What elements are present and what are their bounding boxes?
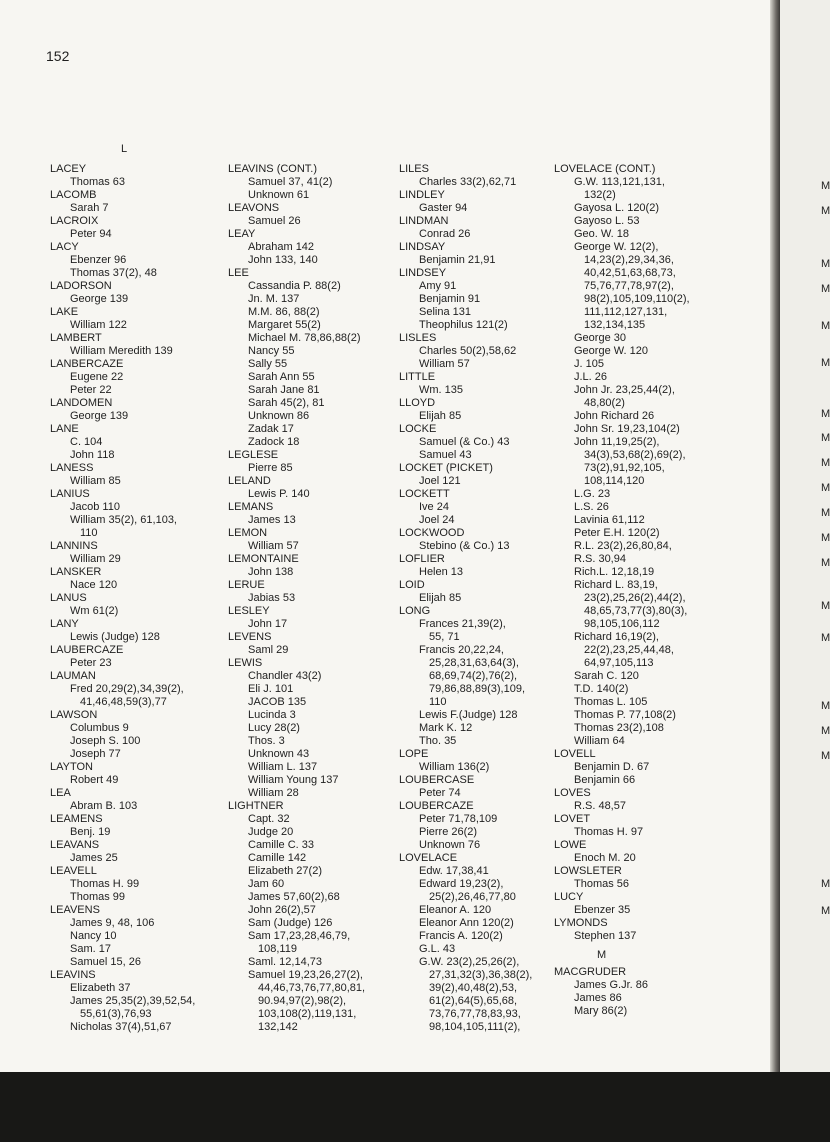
facing-page-letter: M [821, 507, 830, 519]
index-surname: LOPE [399, 748, 429, 760]
index-entry: John 11,19,25(2), [574, 436, 660, 448]
index-entry: Sarah 7 [70, 202, 109, 214]
index-entry: R.S. 48,57 [574, 800, 626, 812]
index-entry: Samuel 43 [419, 449, 472, 461]
index-column-2 [228, 163, 398, 1034]
index-surname: LACOMB [50, 189, 97, 201]
index-entry: Sam. 17 [70, 943, 111, 955]
index-entry: Geo. W. 18 [574, 228, 630, 240]
index-entry: C. 104 [70, 436, 103, 448]
index-surname: LEAVONS [228, 202, 280, 214]
index-surname: MACGRUDER [554, 966, 627, 978]
index-entry: John 138 [248, 566, 294, 578]
index-entry: Thomas P. 77,108(2) [574, 709, 676, 721]
index-entry-continuation: 55,61(3),76,93 [80, 1008, 152, 1020]
index-entry: James 25,35(2),39,52,54, [70, 995, 196, 1007]
index-entry: Mary 86(2) [574, 1005, 628, 1017]
index-entry: James 86 [574, 992, 622, 1004]
index-entry: Samuel (& Co.) 43 [419, 436, 510, 448]
index-entry: G.L. 43 [419, 943, 456, 955]
index-entry: Gayoso L. 53 [574, 215, 640, 227]
index-entry: Ive 24 [419, 501, 449, 513]
index-entry: Samuel 19,23,26,27(2), [248, 969, 363, 981]
index-entry: William 122 [70, 319, 127, 331]
index-entry: William 28 [248, 787, 299, 799]
index-entry: Lewis P. 140 [248, 488, 310, 500]
index-entry: Peter 74 [419, 787, 461, 799]
index-surname: LEAMENS [50, 813, 103, 825]
index-entry: Peter 94 [70, 228, 112, 240]
facing-page-letter: M [821, 205, 830, 217]
facing-page-letter: M [821, 557, 830, 569]
facing-page-letter: M [821, 725, 830, 737]
index-entry: Thomas H. 97 [574, 826, 644, 838]
index-entry: Samuel 37, 41(2) [248, 176, 333, 188]
index-entry: Jabias 53 [248, 592, 296, 604]
index-entry-continuation: 55, 71 [429, 631, 460, 643]
index-entry: James 57,60(2),68 [248, 891, 340, 903]
facing-page-letter: M [821, 180, 830, 192]
index-entry: Nicholas 37(4),51,67 [70, 1021, 172, 1033]
index-entry: Lewis (Judge) 128 [70, 631, 160, 643]
index-entry: Jam 60 [248, 878, 285, 890]
index-entry: Sarah Jane 81 [248, 384, 320, 396]
index-entry: Francis 20,22,24, [419, 644, 504, 656]
index-entry: Jn. M. 137 [248, 293, 300, 305]
index-entry: John 133, 140 [248, 254, 318, 266]
index-entry: Peter E.H. 120(2) [574, 527, 660, 539]
index-entry-continuation: 68,69,74(2),76(2), [429, 670, 518, 682]
index-entry: JACOB 135 [248, 696, 307, 708]
index-entry: Robert 49 [70, 774, 119, 786]
facing-page-letter: M [821, 600, 830, 612]
facing-page-letter: M [821, 283, 830, 295]
index-surname: LOCKETT [399, 488, 450, 500]
index-entry: Benjamin D. 67 [574, 761, 650, 773]
index-entry-continuation: 25,28,31,63,64(3), [429, 657, 519, 669]
index-entry: Charles 33(2),62,71 [419, 176, 517, 188]
facing-page-letter: M [821, 320, 830, 332]
index-surname: LEAVINS (CONT.) [228, 163, 318, 175]
index-entry: Pierre 26(2) [419, 826, 478, 838]
index-surname: LOCKE [399, 423, 437, 435]
index-entry-continuation: 14,23(2),29,34,36, [584, 254, 674, 266]
index-surname: LOVELACE (CONT.) [554, 163, 656, 175]
index-entry-continuation: 98,105,106,112 [584, 618, 660, 630]
index-entry: G.W. 23(2),25,26(2), [419, 956, 520, 968]
index-entry: Eli J. 101 [248, 683, 294, 695]
index-entry: John Richard 26 [574, 410, 655, 422]
index-surname: LEA [50, 787, 71, 799]
index-entry: Margaret 55(2) [248, 319, 321, 331]
index-entry-continuation: 44,46,73,76,77,80,81, [258, 982, 366, 994]
index-entry: Lucy 28(2) [248, 722, 300, 734]
index-entry-continuation: 40,42,51,63,68,73, [584, 267, 676, 279]
index-entry-continuation: 48,80(2) [584, 397, 625, 409]
index-surname: LANE [50, 423, 79, 435]
facing-page-letter: M [821, 357, 830, 369]
index-entry: Thomas 23(2),108 [574, 722, 664, 734]
index-entry: Saml 29 [248, 644, 289, 656]
facing-page-letter: M [821, 432, 830, 444]
index-entry-continuation: 22(2),23,25,44,48, [584, 644, 674, 656]
index-entry: William 29 [70, 553, 121, 565]
facing-page-letter: M [821, 482, 830, 494]
index-surname: LOWE [554, 839, 587, 851]
index-entry-continuation: 41,46,48,59(3),77 [80, 696, 167, 708]
index-entry: James 25 [70, 852, 118, 864]
index-entry: George W. 120 [574, 345, 648, 357]
index-entry: Unknown 76 [419, 839, 481, 851]
index-entry: Charles 50(2),58,62 [419, 345, 517, 357]
index-surname: LOVELL [554, 748, 596, 760]
index-entry: Camille 142 [248, 852, 307, 864]
index-entry: Selina 131 [419, 306, 471, 318]
index-entry: Abraham 142 [248, 241, 315, 253]
index-entry-continuation: 73(2),91,92,105, [584, 462, 665, 474]
index-entry: Peter 71,78,109 [419, 813, 498, 825]
index-entry-continuation: 39(2),40,48(2),53, [429, 982, 518, 994]
index-entry: Richard 16,19(2), [574, 631, 659, 643]
index-entry: Edward 19,23(2), [419, 878, 504, 890]
index-entry: Jacob 110 [70, 501, 120, 513]
index-surname: LINDMAN [399, 215, 449, 227]
index-entry-continuation: 34(3),53,68(2),69(2), [584, 449, 686, 461]
index-entry: Benjamin 91 [419, 293, 481, 305]
index-entry: J. 105 [574, 358, 604, 370]
index-entry: William 136(2) [419, 761, 490, 773]
index-entry: Ebenzer 35 [574, 904, 631, 916]
index-surname: LILES [399, 163, 429, 175]
index-surname: LINDSAY [399, 241, 446, 253]
index-entry: Michael M. 78,86,88(2) [248, 332, 361, 344]
index-entry-continuation: 110 [80, 527, 98, 539]
index-entry: Nancy 55 [248, 345, 295, 357]
facing-page-letter: M [821, 632, 830, 644]
index-surname: LADORSON [50, 280, 112, 292]
index-entry-continuation: 98,104,105,111(2), [429, 1021, 521, 1033]
index-entry: Zadock 18 [248, 436, 300, 448]
index-surname: LOUBERCASE [399, 774, 475, 786]
index-entry: Unknown 61 [248, 189, 310, 201]
index-entry: Thomas 37(2), 48 [70, 267, 157, 279]
index-entry: Mark K. 12 [419, 722, 473, 734]
facing-page-letter: M [821, 905, 830, 917]
index-surname: LEMON [228, 527, 268, 539]
index-entry: George 139 [70, 293, 129, 305]
index-entry: Capt. 32 [248, 813, 290, 825]
index-entry: Theophilus 121(2) [419, 319, 508, 331]
index-entry: William Meredith 139 [70, 345, 173, 357]
index-entry: Tho. 35 [419, 735, 457, 747]
index-entry: Judge 20 [248, 826, 294, 838]
index-entry: Chandler 43(2) [248, 670, 322, 682]
index-entry: Peter 22 [70, 384, 112, 396]
index-entry: Gayosa L. 120(2) [574, 202, 659, 214]
scan-bottom-border [0, 1072, 830, 1142]
index-entry: James G.Jr. 86 [574, 979, 648, 991]
index-surname: LAWSON [50, 709, 98, 721]
index-surname: LANUS [50, 592, 87, 604]
index-surname: LANDOMEN [50, 397, 113, 409]
facing-page-letter: M [821, 457, 830, 469]
index-entry: Abram B. 103 [70, 800, 138, 812]
index-entry-continuation: 73,76,77,78,83,93, [429, 1008, 521, 1020]
index-entry: William 35(2), 61,103, [70, 514, 177, 526]
index-entry: James 9, 48, 106 [70, 917, 155, 929]
index-entry: Enoch M. 20 [574, 852, 636, 864]
index-entry: T.D. 140(2) [574, 683, 629, 695]
index-entry: Rich.L. 12,18,19 [574, 566, 655, 578]
index-entry: Joel 24 [419, 514, 455, 526]
index-surname: LUCY [554, 891, 584, 903]
index-entry: Sam (Judge) 126 [248, 917, 333, 929]
index-entry: Eleanor A. 120 [419, 904, 492, 916]
index-entry: Ebenzer 96 [70, 254, 127, 266]
index-entry: Samuel 15, 26 [70, 956, 141, 968]
index-entry-continuation: 110 [429, 696, 447, 708]
index-entry: Stephen 137 [574, 930, 637, 942]
index-entry: William 85 [70, 475, 121, 487]
index-entry: William 57 [419, 358, 470, 370]
index-surname: LOVET [554, 813, 591, 825]
index-entry: Francis A. 120(2) [419, 930, 503, 942]
index-surname: LELAND [228, 475, 271, 487]
index-entry: James 13 [248, 514, 296, 526]
index-entry: R.S. 30,94 [574, 553, 626, 565]
index-entry: Benjamin 21,91 [419, 254, 496, 266]
index-surname: LISLES [399, 332, 437, 344]
index-column-4 [554, 163, 724, 1018]
index-entry-continuation: 132(2) [584, 189, 616, 201]
index-entry: Wm 61(2) [70, 605, 119, 617]
index-surname: LACY [50, 241, 79, 253]
index-entry-continuation: 23(2),25,26(2),44(2), [584, 592, 686, 604]
index-entry: Thomas H. 99 [70, 878, 140, 890]
index-entry: Elijah 85 [419, 592, 462, 604]
index-entry: Thomas 63 [70, 176, 126, 188]
index-entry: George 30 [574, 332, 626, 344]
index-entry-continuation: 103,108(2),119,131, [258, 1008, 357, 1020]
index-entry: Zadak 17 [248, 423, 294, 435]
index-surname: LOCKWOOD [399, 527, 465, 539]
index-entry: J.L. 26 [574, 371, 608, 383]
index-surname: LAUBERCAZE [50, 644, 124, 656]
index-entry: Fred 20,29(2),34,39(2), [70, 683, 184, 695]
index-entry: Elizabeth 37 [70, 982, 131, 994]
index-surname: LEVENS [228, 631, 272, 643]
section-letter-heading-m: M [597, 949, 607, 961]
index-entry: Conrad 26 [419, 228, 471, 240]
index-surname: LANNINS [50, 540, 98, 552]
index-surname: LANIUS [50, 488, 90, 500]
index-entry: William L. 137 [248, 761, 318, 773]
index-surname: LERUE [228, 579, 265, 591]
index-entry-continuation: 132,142 [258, 1021, 298, 1033]
index-surname: LEGLESE [228, 449, 279, 461]
index-entry: Saml. 12,14,73 [248, 956, 322, 968]
index-entry: Cassandia P. 88(2) [248, 280, 341, 292]
index-surname: LIGHTNER [228, 800, 284, 812]
index-entry: Nace 120 [70, 579, 118, 591]
index-entry: Sally 55 [248, 358, 288, 370]
index-entry: Peter 23 [70, 657, 112, 669]
index-surname: LOVELACE [399, 852, 458, 864]
index-surname: LAMBERT [50, 332, 102, 344]
index-surname: LYMONDS [554, 917, 608, 929]
index-surname: LITTLE [399, 371, 436, 383]
index-entry-continuation: 108,114,120 [584, 475, 645, 487]
index-entry: Benj. 19 [70, 826, 111, 838]
index-entry: Camille C. 33 [248, 839, 315, 851]
index-entry: Samuel 26 [248, 215, 301, 227]
index-surname: LOID [399, 579, 425, 591]
index-entry: John Jr. 23,25,44(2), [574, 384, 675, 396]
facing-page-letter: M [821, 878, 830, 890]
index-entry: Thomas L. 105 [574, 696, 648, 708]
index-surname: LANBERCAZE [50, 358, 124, 370]
index-entry: Sarah 45(2), 81 [248, 397, 325, 409]
index-entry: George 139 [70, 410, 129, 422]
index-entry: Nancy 10 [70, 930, 117, 942]
index-entry: Edw. 17,38,41 [419, 865, 489, 877]
index-surname: LEMONTAINE [228, 553, 299, 565]
index-entry: Joel 121 [419, 475, 461, 487]
index-entry: L.S. 26 [574, 501, 609, 513]
index-entry: Eleanor Ann 120(2) [419, 917, 514, 929]
index-entry: M.M. 86, 88(2) [248, 306, 320, 318]
index-entry: Helen 13 [419, 566, 464, 578]
index-entry-continuation: 27,31,32(3),36,38(2), [429, 969, 533, 981]
index-surname: LONG [399, 605, 431, 617]
index-surname: LESLEY [228, 605, 270, 617]
index-entry: William Young 137 [248, 774, 339, 786]
index-entry-continuation: 111,112,127,131, [584, 306, 668, 318]
index-entry-continuation: 64,97,105,113 [584, 657, 654, 669]
index-surname: LOVES [554, 787, 591, 799]
index-entry: Eugene 22 [70, 371, 124, 383]
index-entry: L.G. 23 [574, 488, 611, 500]
index-entry-continuation: 90.94,97(2),98(2), [258, 995, 347, 1007]
index-surname: LEMANS [228, 501, 274, 513]
index-surname: LACROIX [50, 215, 99, 227]
index-entry: Benjamin 66 [574, 774, 636, 786]
index-surname: LEE [228, 267, 249, 279]
index-surname: LEAVENS [50, 904, 100, 916]
index-entry: Pierre 85 [248, 462, 293, 474]
book-gutter [770, 0, 780, 1072]
index-surname: LAYTON [50, 761, 93, 773]
index-entry: Thos. 3 [248, 735, 285, 747]
index-surname: LOUBERCAZE [399, 800, 474, 812]
index-surname: LINDSEY [399, 267, 447, 279]
index-entry: John Sr. 19,23,104(2) [574, 423, 680, 435]
index-entry: R.L. 23(2),26,80,84, [574, 540, 672, 552]
index-entry: Lewis F.(Judge) 128 [419, 709, 518, 721]
index-entry-continuation: 48,65,73,77(3),80(3), [584, 605, 688, 617]
index-surname: LAKE [50, 306, 79, 318]
index-entry: Sarah C. 120 [574, 670, 639, 682]
facing-page-letter: M [821, 750, 830, 762]
index-entry: Columbus 9 [70, 722, 129, 734]
index-entry: Gaster 94 [419, 202, 468, 214]
index-surname: LEAY [228, 228, 256, 240]
index-entry: Lucinda 3 [248, 709, 296, 721]
index-entry: Amy 91 [419, 280, 457, 292]
index-surname: LANESS [50, 462, 94, 474]
index-entry: Stebino (& Co.) 13 [419, 540, 510, 552]
index-surname: LINDLEY [399, 189, 445, 201]
index-entry: John 118 [70, 449, 115, 461]
index-entry: Wm. 135 [419, 384, 464, 396]
index-entry: Sam 17,23,28,46,79, [248, 930, 351, 942]
index-surname: LOFLIER [399, 553, 445, 565]
index-surname: LANY [50, 618, 79, 630]
index-entry-continuation: 98(2),105,109,110(2), [584, 293, 690, 305]
index-surname: LEAVELL [50, 865, 97, 877]
index-entry: Unknown 86 [248, 410, 310, 422]
index-surname: LLOYD [399, 397, 436, 409]
index-entry: Thomas 56 [574, 878, 630, 890]
index-entry: George W. 12(2), [574, 241, 659, 253]
index-entry-continuation: 79,86,88,89(3),109, [429, 683, 526, 695]
index-entry: William 64 [574, 735, 625, 747]
facing-page-letter: M [821, 258, 830, 270]
index-column-3 [399, 163, 569, 1034]
index-entry: G.W. 113,121,131, [574, 176, 665, 188]
index-entry: Elijah 85 [419, 410, 462, 422]
index-surname: LAUMAN [50, 670, 96, 682]
facing-page-letter: M [821, 408, 830, 420]
index-entry: William 57 [248, 540, 299, 552]
index-entry: John 17 [248, 618, 288, 630]
index-surname: LANSKER [50, 566, 102, 578]
index-entry-continuation: 108,119 [258, 943, 297, 955]
index-entry: Lavinia 61,112 [574, 514, 645, 526]
index-entry-continuation: 25(2),26,46,77,80 [429, 891, 516, 903]
index-entry: Joseph S. 100 [70, 735, 141, 747]
index-surname: LOCKET (PICKET) [399, 462, 493, 474]
index-entry: Elizabeth 27(2) [248, 865, 322, 877]
index-entry: Frances 21,39(2), [419, 618, 506, 630]
index-surname: LACEY [50, 163, 87, 175]
index-surname: LEAVINS [50, 969, 96, 981]
index-entry-continuation: 132,134,135 [584, 319, 646, 331]
index-column-1 [50, 163, 220, 1034]
index-entry: Sarah Ann 55 [248, 371, 315, 383]
index-surname: LOWSLETER [554, 865, 622, 877]
index-entry: Richard L. 83,19, [574, 579, 658, 591]
index-entry: Thomas 99 [70, 891, 126, 903]
section-letter-heading: L [121, 143, 128, 155]
page-number: 152 [46, 48, 70, 64]
index-surname: LEAVANS [50, 839, 100, 851]
facing-page-letter: M [821, 532, 830, 544]
index-surname: LEWIS [228, 657, 263, 669]
facing-page-letter: M [821, 700, 830, 712]
index-entry-continuation: 61(2),64(5),65,68, [429, 995, 518, 1007]
index-entry: Unknown 43 [248, 748, 310, 760]
index-entry: Joseph 77 [70, 748, 121, 760]
index-entry-continuation: 75,76,77,78,97(2), [584, 280, 674, 292]
index-entry: John 26(2),57 [248, 904, 316, 916]
